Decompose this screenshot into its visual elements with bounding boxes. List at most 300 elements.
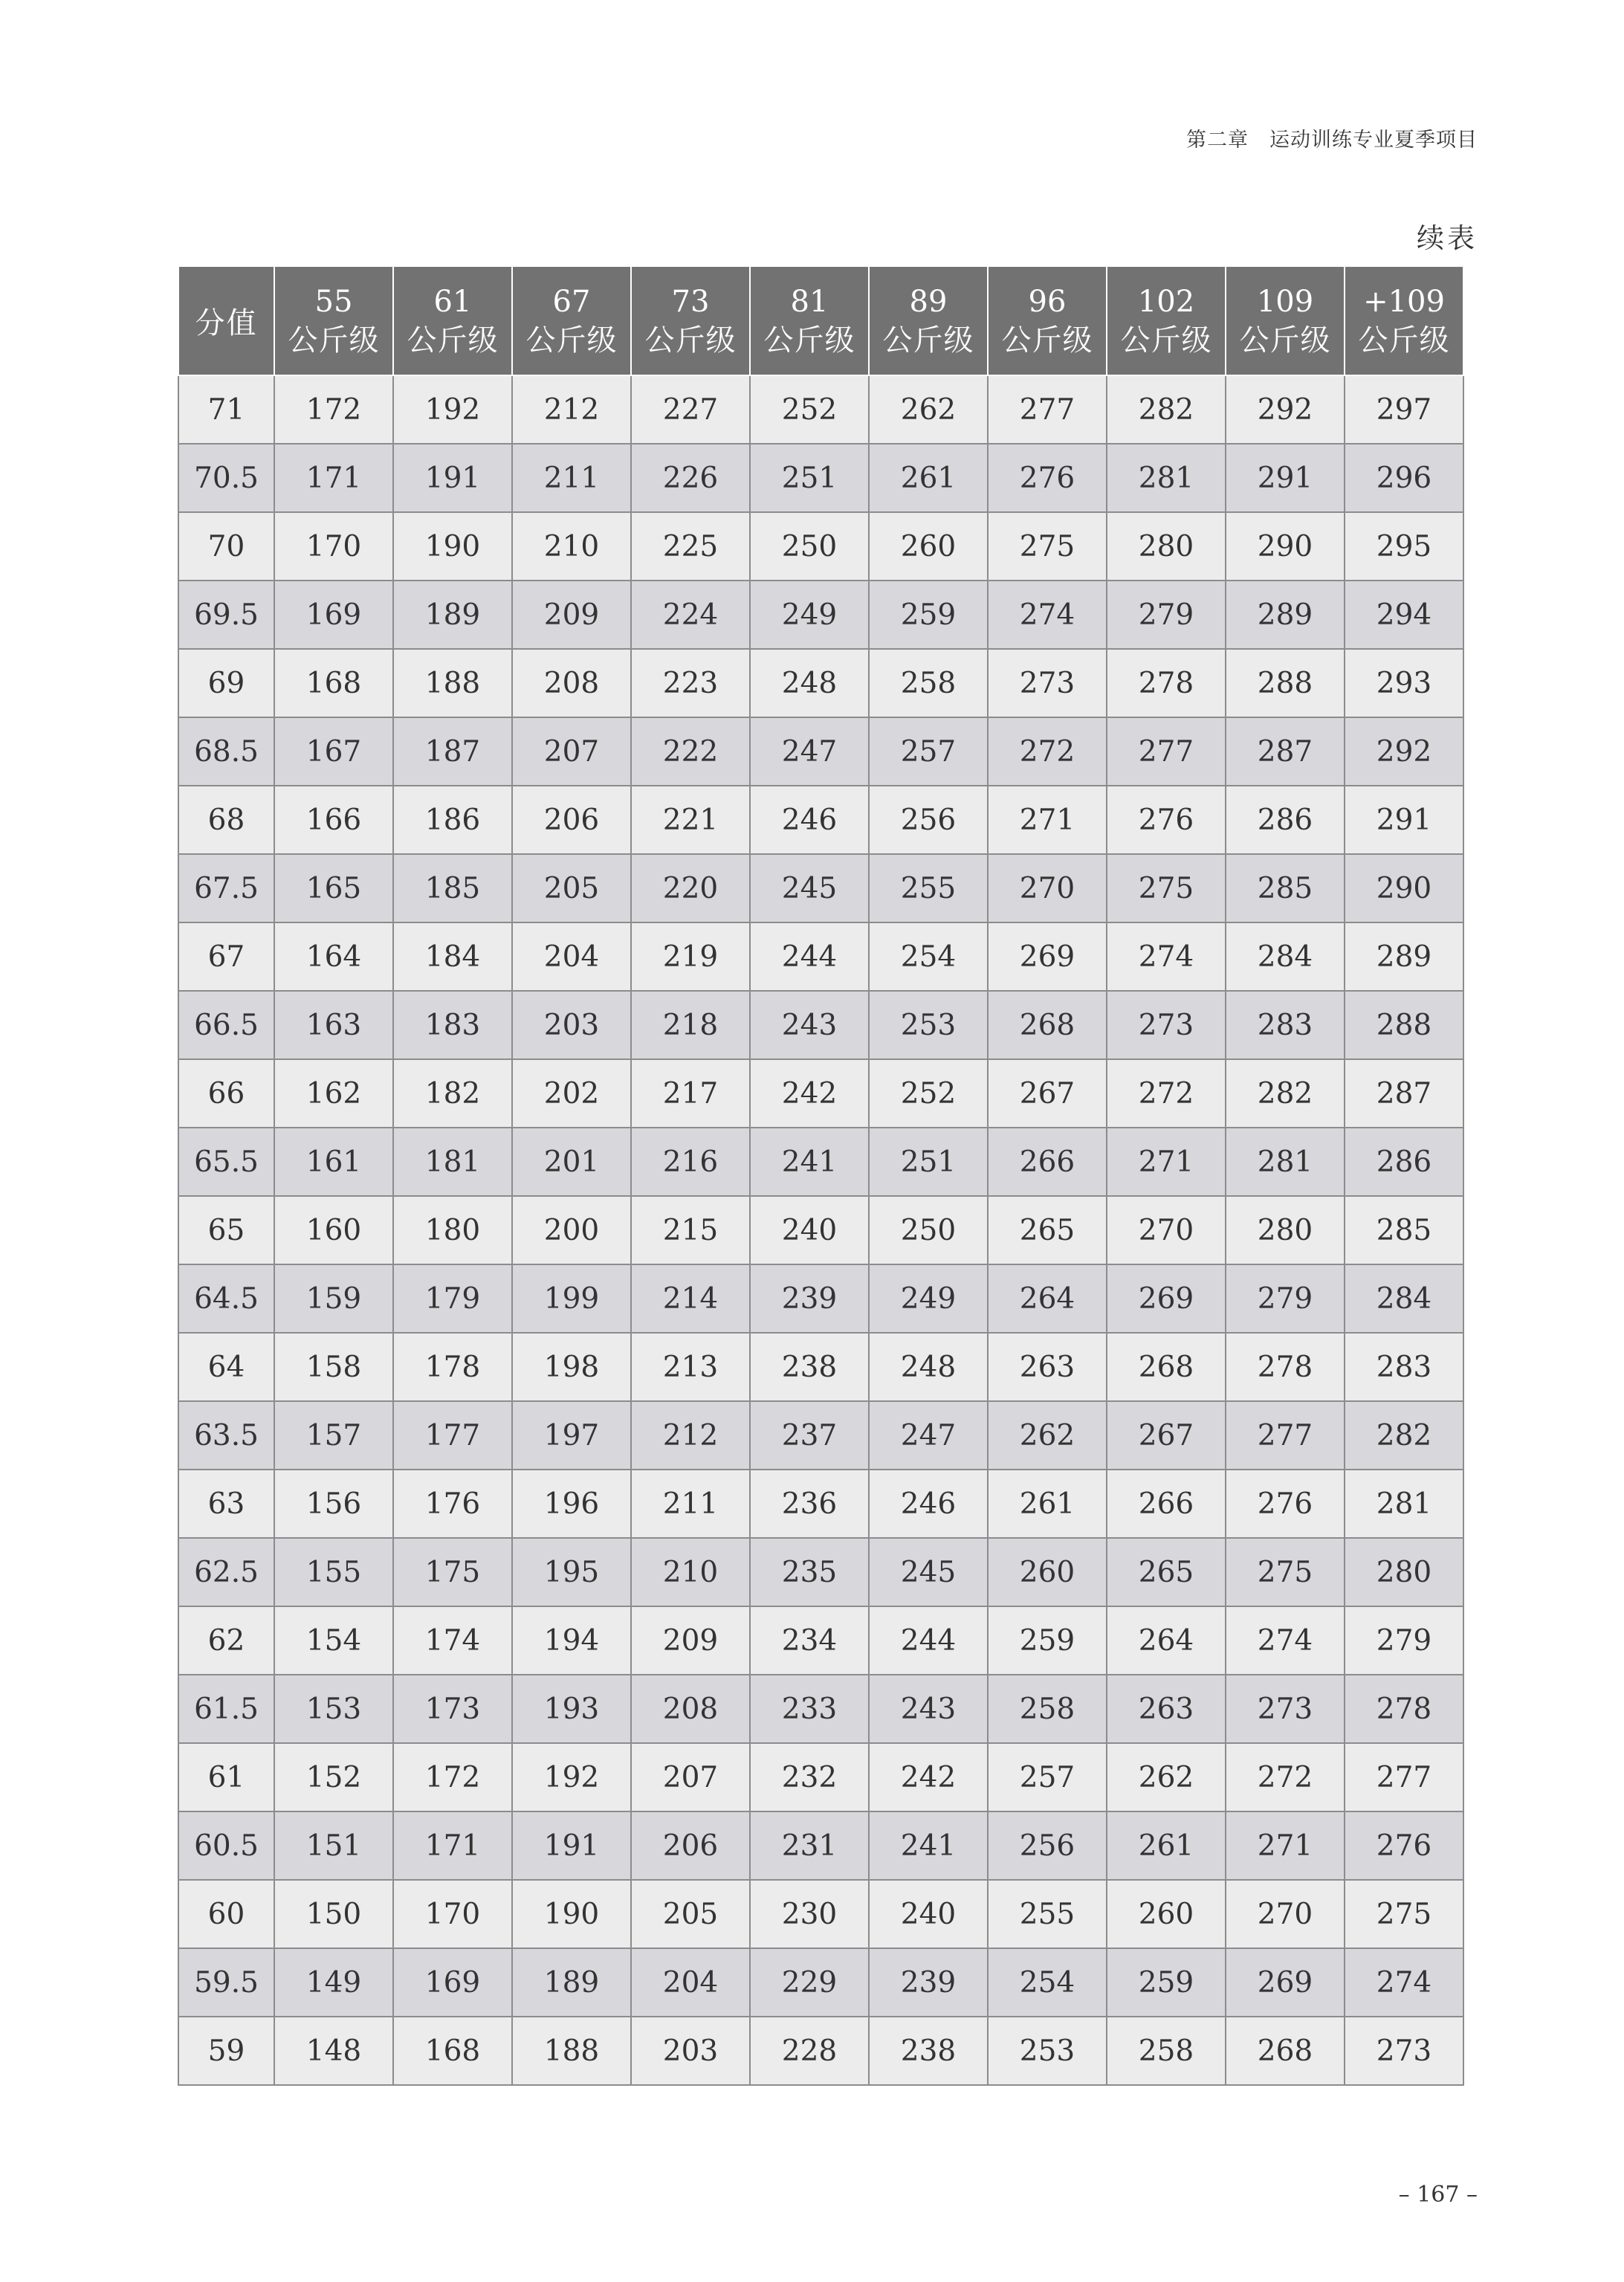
weight-class-value: 109 [1256, 284, 1314, 319]
weight-value-cell: 274 [988, 581, 1107, 649]
weight-value-cell: 212 [631, 1401, 750, 1470]
weight-value-cell: 203 [512, 991, 631, 1059]
table-row [178, 2017, 1463, 2085]
weight-value-cell: 187 [393, 717, 512, 786]
weight-value-cell: 223 [631, 649, 750, 717]
table-row [178, 1264, 1463, 1333]
weight-value-cell: 272 [1226, 1743, 1345, 1811]
page-number: – 167 – [1398, 2182, 1478, 2208]
weight-value-cell: 252 [750, 375, 869, 444]
weight-value-cell: 288 [1345, 991, 1463, 1059]
weight-class-header [988, 266, 1107, 375]
weight-value-cell: 209 [631, 1606, 750, 1675]
weight-value-cell: 221 [631, 786, 750, 854]
weight-value-cell: 296 [1345, 444, 1463, 512]
score-cell: 63.5 [178, 1401, 274, 1470]
weight-value-cell: 250 [869, 1196, 988, 1264]
score-column-header: 分值 [178, 266, 274, 375]
weight-value-cell: 160 [274, 1196, 393, 1264]
weight-value-cell: 285 [1226, 854, 1345, 922]
running-header: 第二章 运动训练专业夏季项目 [1186, 129, 1478, 152]
weight-value-cell: 206 [631, 1811, 750, 1880]
weight-value-cell: 208 [631, 1675, 750, 1743]
table-row [178, 1811, 1463, 1880]
weight-value-cell: 180 [393, 1196, 512, 1264]
weight-value-cell: 275 [1107, 854, 1226, 922]
weight-value-cell: 277 [988, 375, 1107, 444]
weight-value-cell: 288 [1226, 649, 1345, 717]
table-row [178, 1880, 1463, 1948]
weight-value-cell: 168 [274, 649, 393, 717]
weight-class-header [274, 266, 393, 375]
weight-class-value: 55 [314, 284, 353, 319]
weight-value-cell: 208 [512, 649, 631, 717]
score-cell: 62 [178, 1606, 274, 1675]
table-header-row [178, 266, 1463, 375]
weight-value-cell: 274 [1345, 1948, 1463, 2017]
weight-value-cell: 182 [393, 1059, 512, 1128]
weight-value-cell: 241 [750, 1128, 869, 1196]
weight-value-cell: 205 [512, 854, 631, 922]
weight-value-cell: 268 [1226, 2017, 1345, 2085]
weight-value-cell: 240 [750, 1196, 869, 1264]
weight-class-header [1226, 266, 1345, 375]
weight-class-header [631, 266, 750, 375]
weight-value-cell: 197 [512, 1401, 631, 1470]
weight-value-cell: 282 [1226, 1059, 1345, 1128]
weight-value-cell: 251 [750, 444, 869, 512]
weight-value-cell: 275 [1345, 1880, 1463, 1948]
score-cell: 61.5 [178, 1675, 274, 1743]
weight-value-cell: 224 [631, 581, 750, 649]
weight-value-cell: 176 [393, 1470, 512, 1538]
weight-value-cell: 272 [1107, 1059, 1226, 1128]
weight-value-cell: 271 [1107, 1128, 1226, 1196]
weight-class-value: 73 [671, 284, 710, 319]
weight-class-header [1107, 266, 1226, 375]
weight-value-cell: 226 [631, 444, 750, 512]
weight-value-cell: 203 [631, 2017, 750, 2085]
weight-class-value: 81 [790, 284, 829, 319]
weight-value-cell: 210 [631, 1538, 750, 1606]
weight-class-unit: 公斤级 [525, 323, 618, 358]
weight-value-cell: 169 [393, 1948, 512, 2017]
score-cell: 70.5 [178, 444, 274, 512]
weight-value-cell: 211 [631, 1470, 750, 1538]
weight-value-cell: 148 [274, 2017, 393, 2085]
weight-value-cell: 215 [631, 1196, 750, 1264]
weight-value-cell: 269 [988, 922, 1107, 991]
weight-value-cell: 260 [988, 1538, 1107, 1606]
weight-value-cell: 241 [869, 1811, 988, 1880]
weight-value-cell: 227 [631, 375, 750, 444]
weight-value-cell: 220 [631, 854, 750, 922]
weight-value-cell: 245 [750, 854, 869, 922]
weight-value-cell: 193 [512, 1675, 631, 1743]
weight-value-cell: 295 [1345, 512, 1463, 581]
weight-value-cell: 297 [1345, 375, 1463, 444]
weight-value-cell: 276 [1345, 1811, 1463, 1880]
weight-value-cell: 281 [1107, 444, 1226, 512]
weight-value-cell: 240 [869, 1880, 988, 1948]
weight-value-cell: 291 [1226, 444, 1345, 512]
weight-value-cell: 264 [1107, 1606, 1226, 1675]
weight-class-value: 102 [1137, 284, 1195, 319]
weight-value-cell: 276 [988, 444, 1107, 512]
weight-value-cell: 274 [1107, 922, 1226, 991]
score-cell: 70 [178, 512, 274, 581]
weight-value-cell: 236 [750, 1470, 869, 1538]
weight-value-cell: 270 [988, 854, 1107, 922]
weight-value-cell: 272 [988, 717, 1107, 786]
weight-class-unit: 公斤级 [1239, 323, 1331, 358]
weight-value-cell: 285 [1345, 1196, 1463, 1264]
weight-value-cell: 150 [274, 1880, 393, 1948]
weight-value-cell: 212 [512, 375, 631, 444]
table-row [178, 1948, 1463, 2017]
weight-class-unit: 公斤级 [1120, 323, 1212, 358]
weight-value-cell: 169 [274, 581, 393, 649]
weight-value-cell: 292 [1226, 375, 1345, 444]
weight-value-cell: 277 [1345, 1743, 1463, 1811]
weight-value-cell: 171 [393, 1811, 512, 1880]
weight-value-cell: 165 [274, 854, 393, 922]
weight-value-cell: 287 [1226, 717, 1345, 786]
weight-value-cell: 279 [1107, 581, 1226, 649]
weight-value-cell: 233 [750, 1675, 869, 1743]
weight-value-cell: 255 [869, 854, 988, 922]
weight-value-cell: 257 [988, 1743, 1107, 1811]
score-cell: 69.5 [178, 581, 274, 649]
weight-value-cell: 157 [274, 1401, 393, 1470]
weight-value-cell: 161 [274, 1128, 393, 1196]
table-row [178, 922, 1463, 991]
weight-value-cell: 198 [512, 1333, 631, 1401]
score-table [178, 265, 1464, 2086]
weight-value-cell: 260 [869, 512, 988, 581]
weight-value-cell: 280 [1226, 1196, 1345, 1264]
score-cell: 61 [178, 1743, 274, 1811]
weight-value-cell: 293 [1345, 649, 1463, 717]
table-row [178, 1401, 1463, 1470]
weight-value-cell: 286 [1345, 1128, 1463, 1196]
weight-value-cell: 253 [988, 2017, 1107, 2085]
weight-value-cell: 177 [393, 1401, 512, 1470]
weight-value-cell: 166 [274, 786, 393, 854]
table-row [178, 717, 1463, 786]
weight-value-cell: 276 [1226, 1470, 1345, 1538]
table-row [178, 1470, 1463, 1538]
weight-value-cell: 259 [988, 1606, 1107, 1675]
score-cell: 62.5 [178, 1538, 274, 1606]
weight-value-cell: 164 [274, 922, 393, 991]
weight-value-cell: 181 [393, 1128, 512, 1196]
table-row [178, 512, 1463, 581]
weight-value-cell: 154 [274, 1606, 393, 1675]
weight-value-cell: 200 [512, 1196, 631, 1264]
weight-value-cell: 152 [274, 1743, 393, 1811]
weight-value-cell: 254 [869, 922, 988, 991]
weight-value-cell: 231 [750, 1811, 869, 1880]
weight-value-cell: 242 [869, 1743, 988, 1811]
weight-value-cell: 199 [512, 1264, 631, 1333]
table-row [178, 1196, 1463, 1264]
weight-value-cell: 163 [274, 991, 393, 1059]
weight-value-cell: 185 [393, 854, 512, 922]
weight-value-cell: 270 [1226, 1880, 1345, 1948]
weight-value-cell: 232 [750, 1743, 869, 1811]
weight-value-cell: 168 [393, 2017, 512, 2085]
weight-value-cell: 294 [1345, 581, 1463, 649]
weight-value-cell: 190 [512, 1880, 631, 1948]
weight-value-cell: 156 [274, 1470, 393, 1538]
weight-value-cell: 171 [274, 444, 393, 512]
weight-value-cell: 258 [869, 649, 988, 717]
weight-value-cell: 262 [988, 1401, 1107, 1470]
table-row [178, 854, 1463, 922]
weight-value-cell: 170 [274, 512, 393, 581]
weight-value-cell: 290 [1345, 854, 1463, 922]
score-cell: 59 [178, 2017, 274, 2085]
weight-value-cell: 291 [1345, 786, 1463, 854]
weight-value-cell: 178 [393, 1333, 512, 1401]
weight-value-cell: 273 [988, 649, 1107, 717]
weight-class-header [1345, 266, 1463, 375]
weight-value-cell: 269 [1226, 1948, 1345, 2017]
weight-value-cell: 276 [1107, 786, 1226, 854]
table-row [178, 1538, 1463, 1606]
weight-value-cell: 151 [274, 1811, 393, 1880]
weight-class-unit: 公斤级 [763, 323, 855, 358]
weight-value-cell: 270 [1107, 1196, 1226, 1264]
weight-value-cell: 254 [988, 1948, 1107, 2017]
weight-value-cell: 256 [869, 786, 988, 854]
weight-value-cell: 209 [512, 581, 631, 649]
weight-value-cell: 155 [274, 1538, 393, 1606]
table-row [178, 786, 1463, 854]
weight-class-unit: 公斤级 [288, 323, 380, 358]
weight-value-cell: 273 [1107, 991, 1226, 1059]
table-row [178, 1059, 1463, 1128]
weight-value-cell: 219 [631, 922, 750, 991]
weight-value-cell: 190 [393, 512, 512, 581]
table-row [178, 375, 1463, 444]
weight-value-cell: 162 [274, 1059, 393, 1128]
weight-value-cell: 278 [1345, 1675, 1463, 1743]
weight-class-header [750, 266, 869, 375]
weight-value-cell: 205 [631, 1880, 750, 1948]
weight-class-unit: 公斤级 [882, 323, 974, 358]
weight-value-cell: 278 [1226, 1333, 1345, 1401]
weight-class-unit: 公斤级 [1001, 323, 1093, 358]
weight-value-cell: 173 [393, 1675, 512, 1743]
weight-value-cell: 275 [988, 512, 1107, 581]
score-cell: 68 [178, 786, 274, 854]
weight-value-cell: 196 [512, 1470, 631, 1538]
weight-value-cell: 265 [1107, 1538, 1226, 1606]
weight-value-cell: 277 [1107, 717, 1226, 786]
weight-value-cell: 179 [393, 1264, 512, 1333]
weight-value-cell: 234 [750, 1606, 869, 1675]
weight-value-cell: 259 [1107, 1948, 1226, 2017]
score-cell: 65 [178, 1196, 274, 1264]
weight-value-cell: 195 [512, 1538, 631, 1606]
weight-value-cell: 287 [1345, 1059, 1463, 1128]
weight-value-cell: 204 [512, 922, 631, 991]
weight-value-cell: 279 [1226, 1264, 1345, 1333]
weight-value-cell: 280 [1345, 1538, 1463, 1606]
score-cell: 71 [178, 375, 274, 444]
weight-value-cell: 265 [988, 1196, 1107, 1264]
score-cell: 67.5 [178, 854, 274, 922]
weight-value-cell: 206 [512, 786, 631, 854]
score-cell: 60.5 [178, 1811, 274, 1880]
score-cell: 66 [178, 1059, 274, 1128]
weight-value-cell: 216 [631, 1128, 750, 1196]
weight-class-value: 61 [433, 284, 472, 319]
weight-value-cell: 211 [512, 444, 631, 512]
weight-value-cell: 158 [274, 1333, 393, 1401]
weight-value-cell: 246 [750, 786, 869, 854]
weight-value-cell: 284 [1226, 922, 1345, 991]
weight-value-cell: 201 [512, 1128, 631, 1196]
weight-value-cell: 170 [393, 1880, 512, 1948]
weight-value-cell: 243 [869, 1675, 988, 1743]
weight-value-cell: 292 [1345, 717, 1463, 786]
weight-value-cell: 246 [869, 1470, 988, 1538]
table-row [178, 1743, 1463, 1811]
score-cell: 63 [178, 1470, 274, 1538]
weight-value-cell: 268 [988, 991, 1107, 1059]
weight-value-cell: 174 [393, 1606, 512, 1675]
weight-value-cell: 191 [393, 444, 512, 512]
weight-value-cell: 218 [631, 991, 750, 1059]
weight-class-header [869, 266, 988, 375]
weight-value-cell: 202 [512, 1059, 631, 1128]
weight-value-cell: 247 [869, 1401, 988, 1470]
weight-value-cell: 262 [869, 375, 988, 444]
weight-value-cell: 247 [750, 717, 869, 786]
weight-value-cell: 239 [869, 1948, 988, 2017]
weight-value-cell: 282 [1107, 375, 1226, 444]
weight-value-cell: 256 [988, 1811, 1107, 1880]
weight-class-unit: 公斤级 [1358, 323, 1450, 358]
weight-value-cell: 280 [1107, 512, 1226, 581]
weight-value-cell: 261 [869, 444, 988, 512]
score-cell: 59.5 [178, 1948, 274, 2017]
weight-value-cell: 252 [869, 1059, 988, 1128]
weight-value-cell: 207 [512, 717, 631, 786]
weight-value-cell: 238 [869, 2017, 988, 2085]
weight-value-cell: 239 [750, 1264, 869, 1333]
table-row [178, 444, 1463, 512]
table-row [178, 1128, 1463, 1196]
weight-value-cell: 283 [1345, 1333, 1463, 1401]
weight-value-cell: 271 [988, 786, 1107, 854]
weight-value-cell: 268 [1107, 1333, 1226, 1401]
weight-value-cell: 257 [869, 717, 988, 786]
score-cell: 67 [178, 922, 274, 991]
weight-value-cell: 243 [750, 991, 869, 1059]
table-body [178, 375, 1463, 2085]
weight-value-cell: 248 [869, 1333, 988, 1401]
weight-value-cell: 259 [869, 581, 988, 649]
weight-value-cell: 188 [512, 2017, 631, 2085]
weight-value-cell: 273 [1345, 2017, 1463, 2085]
weight-value-cell: 194 [512, 1606, 631, 1675]
weight-value-cell: 242 [750, 1059, 869, 1128]
weight-value-cell: 253 [869, 991, 988, 1059]
weight-value-cell: 228 [750, 2017, 869, 2085]
weight-value-cell: 237 [750, 1401, 869, 1470]
weight-value-cell: 290 [1226, 512, 1345, 581]
weight-value-cell: 222 [631, 717, 750, 786]
table-row [178, 649, 1463, 717]
weight-value-cell: 192 [512, 1743, 631, 1811]
weight-value-cell: 281 [1345, 1470, 1463, 1538]
weight-value-cell: 267 [988, 1059, 1107, 1128]
weight-value-cell: 263 [1107, 1675, 1226, 1743]
weight-value-cell: 262 [1107, 1743, 1226, 1811]
weight-class-value: +109 [1363, 284, 1445, 319]
weight-class-value: 89 [909, 284, 948, 319]
weight-value-cell: 229 [750, 1948, 869, 2017]
table-row [178, 581, 1463, 649]
weight-value-cell: 235 [750, 1538, 869, 1606]
weight-class-unit: 公斤级 [644, 323, 737, 358]
score-cell: 66.5 [178, 991, 274, 1059]
weight-value-cell: 277 [1226, 1401, 1345, 1470]
weight-value-cell: 251 [869, 1128, 988, 1196]
weight-value-cell: 258 [1107, 2017, 1226, 2085]
weight-value-cell: 189 [512, 1948, 631, 2017]
weight-value-cell: 244 [750, 922, 869, 991]
weight-value-cell: 238 [750, 1333, 869, 1401]
table-row [178, 1675, 1463, 1743]
weight-value-cell: 167 [274, 717, 393, 786]
weight-value-cell: 189 [393, 581, 512, 649]
weight-value-cell: 191 [512, 1811, 631, 1880]
score-cell: 64.5 [178, 1264, 274, 1333]
weight-value-cell: 263 [988, 1333, 1107, 1401]
weight-value-cell: 153 [274, 1675, 393, 1743]
weight-value-cell: 255 [988, 1880, 1107, 1948]
weight-class-value: 96 [1028, 284, 1067, 319]
weight-value-cell: 269 [1107, 1264, 1226, 1333]
weight-value-cell: 172 [274, 375, 393, 444]
weight-value-cell: 210 [512, 512, 631, 581]
weight-value-cell: 281 [1226, 1128, 1345, 1196]
weight-value-cell: 217 [631, 1059, 750, 1128]
weight-value-cell: 175 [393, 1538, 512, 1606]
weight-value-cell: 225 [631, 512, 750, 581]
table-row [178, 1606, 1463, 1675]
weight-value-cell: 248 [750, 649, 869, 717]
score-cell: 60 [178, 1880, 274, 1948]
weight-value-cell: 282 [1345, 1401, 1463, 1470]
weight-value-cell: 266 [988, 1128, 1107, 1196]
weight-value-cell: 289 [1345, 922, 1463, 991]
weight-value-cell: 261 [1107, 1811, 1226, 1880]
score-cell: 68.5 [178, 717, 274, 786]
weight-class-header [393, 266, 512, 375]
weight-value-cell: 289 [1226, 581, 1345, 649]
weight-value-cell: 266 [1107, 1470, 1226, 1538]
weight-class-unit: 公斤级 [407, 323, 499, 358]
weight-value-cell: 204 [631, 1948, 750, 2017]
weight-value-cell: 286 [1226, 786, 1345, 854]
weight-class-value: 67 [552, 284, 591, 319]
